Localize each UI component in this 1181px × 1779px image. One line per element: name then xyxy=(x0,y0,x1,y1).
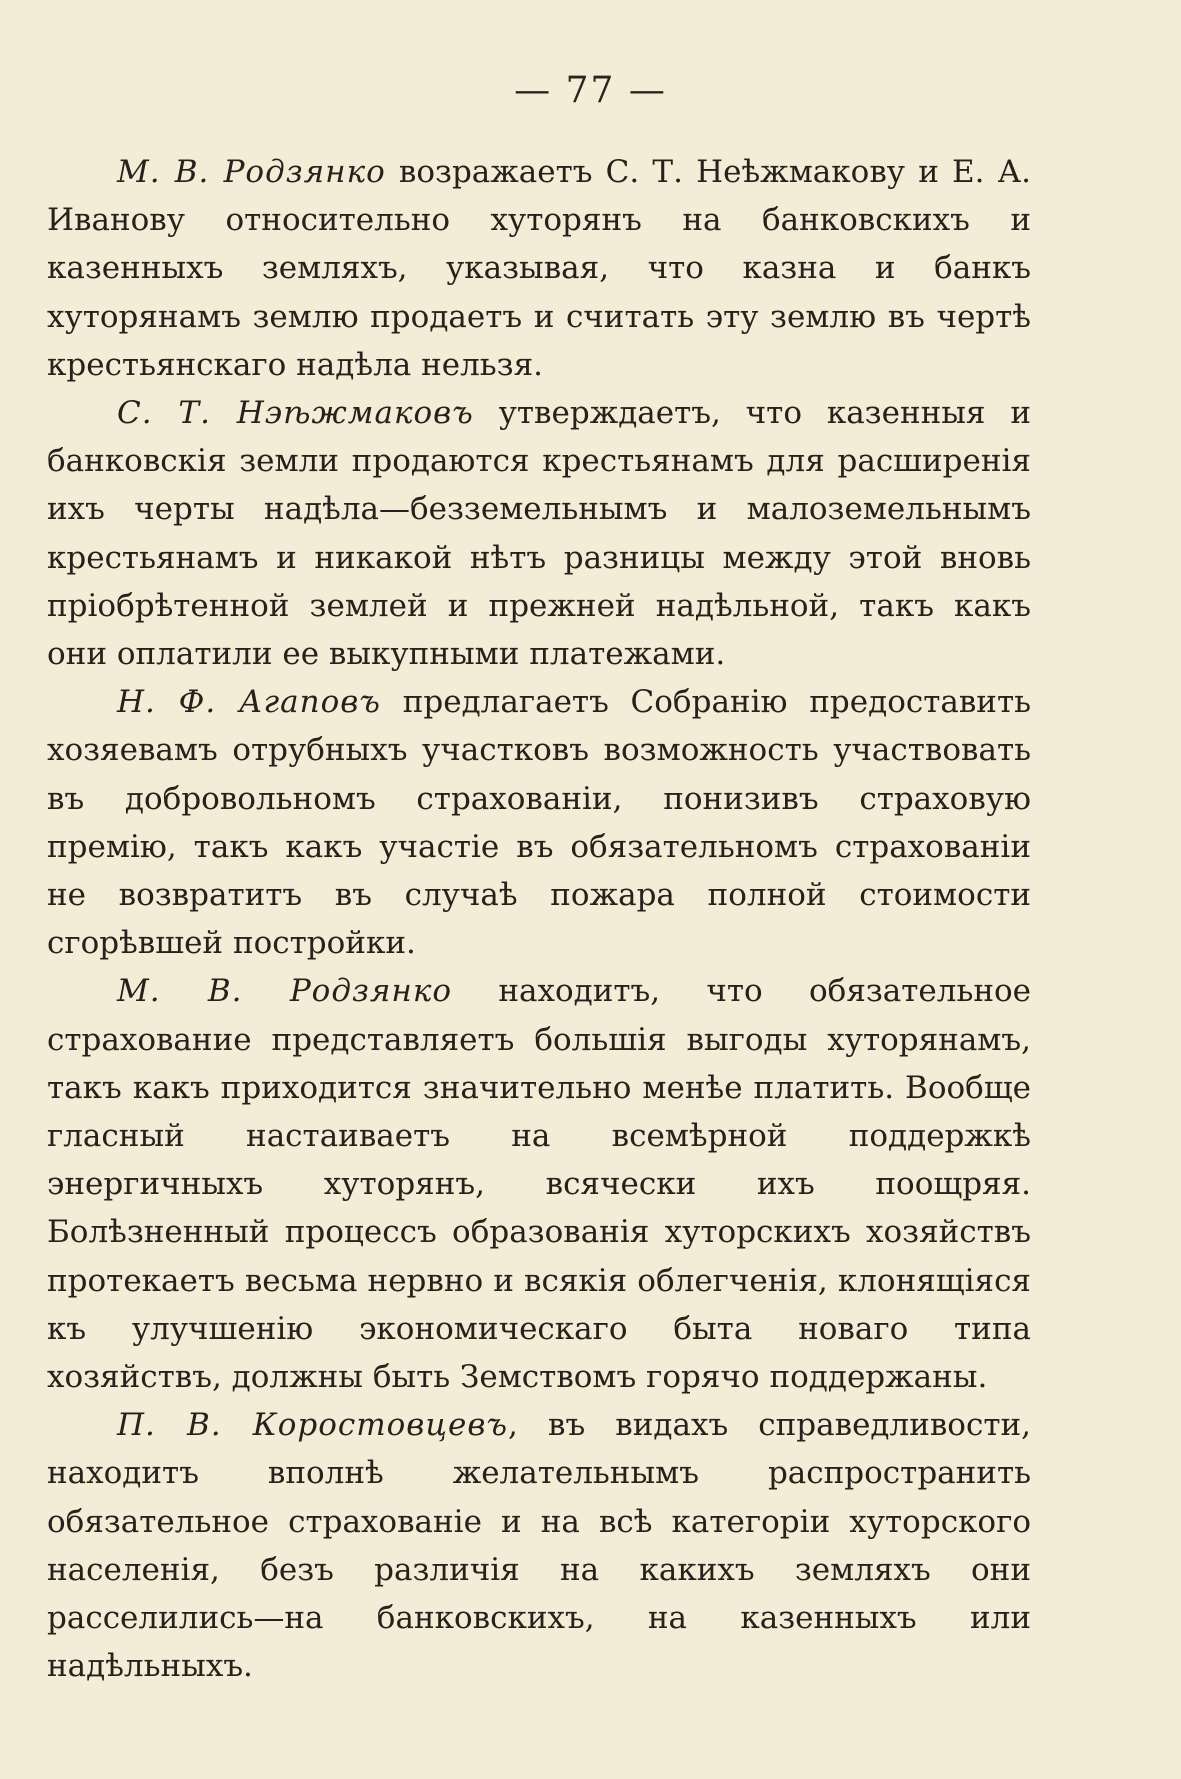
paragraph-text: , въ видахъ справедливости, находитъ вполнѣ желательнымъ распространить обязательное страхованіе и на всѣ категоріи хуторского населенія, безъ различія на какихъ земляхъ они расселились—на банковскихъ, на казенныхъ или надѣльныхъ. xyxy=(47,1407,1032,1685)
speaker-name: М. В. Родзянко xyxy=(117,154,386,190)
paragraph-rodzyanko-2 xyxy=(47,967,1031,1401)
body-text xyxy=(47,148,1031,1691)
speaker-name: М. В. Родзянко xyxy=(117,973,453,1010)
paragraph-text: предлагаетъ Собранію предоставить хозяевамъ отрубныхъ участковъ возможность участвовать въ добровольномъ страхованіи, понизивъ страховую премію, такъ какъ участіе въ обязательномъ страхованіи не возвратитъ въ случаѣ пожара полной стоимости сгорѣвшей постройки. xyxy=(47,684,1031,962)
speaker-name: П. В. Коростовцевъ xyxy=(117,1407,509,1444)
speaker-name: С. Т. Нэѣжмаковъ xyxy=(117,395,474,432)
page-number: — 77 — xyxy=(514,70,667,111)
paragraph-nezhmakov xyxy=(47,389,1031,678)
paragraph-text: находитъ, что обязательное страхование представляетъ большія выгоды хуторянамъ, такъ какъ приходится значительно менѣе платить. Вообще гласный настаиваетъ на всемѣрной поддержкѣ энергичныхъ хуторянъ, всячески ихъ поощряя. Болѣзненный процессъ образованія хуторскихъ хозяйствъ протекаетъ весьма нервно и всякія облегченія, клонящіяся къ улучшенію экономическаго быта новаго типа хозяйствъ, должны быть Земствомъ горячо поддержаны. xyxy=(47,973,1032,1396)
paragraph-korostovtsev xyxy=(47,1401,1031,1690)
paragraph-rodzyanko-1 xyxy=(47,148,1031,389)
speaker-name: Н. Ф. Агаповъ xyxy=(117,684,381,721)
paragraph-text: утверждаетъ, что казенныя и банковскія земли продаются крестьянамъ для расширенія ихъ черты надѣла—безземельнымъ и малоземельнымъ крестьянамъ и никакой нѣтъ разницы между этой вновь пріобрѣтенной землей и прежней надѣльной, такъ какъ они оплатили ее выкупными платежами. xyxy=(47,395,1031,673)
paragraph-agapov xyxy=(47,678,1031,967)
paragraph-text: возражаетъ С. Т. Неѣжмакову и Е. А. Иванову относительно хуторянъ на банковскихъ и казенныхъ земляхъ, указывая, что казна и банкъ хуторянамъ землю продаетъ и считать эту землю въ чертѣ крестьянскаго надѣла нельзя. xyxy=(47,154,1031,383)
